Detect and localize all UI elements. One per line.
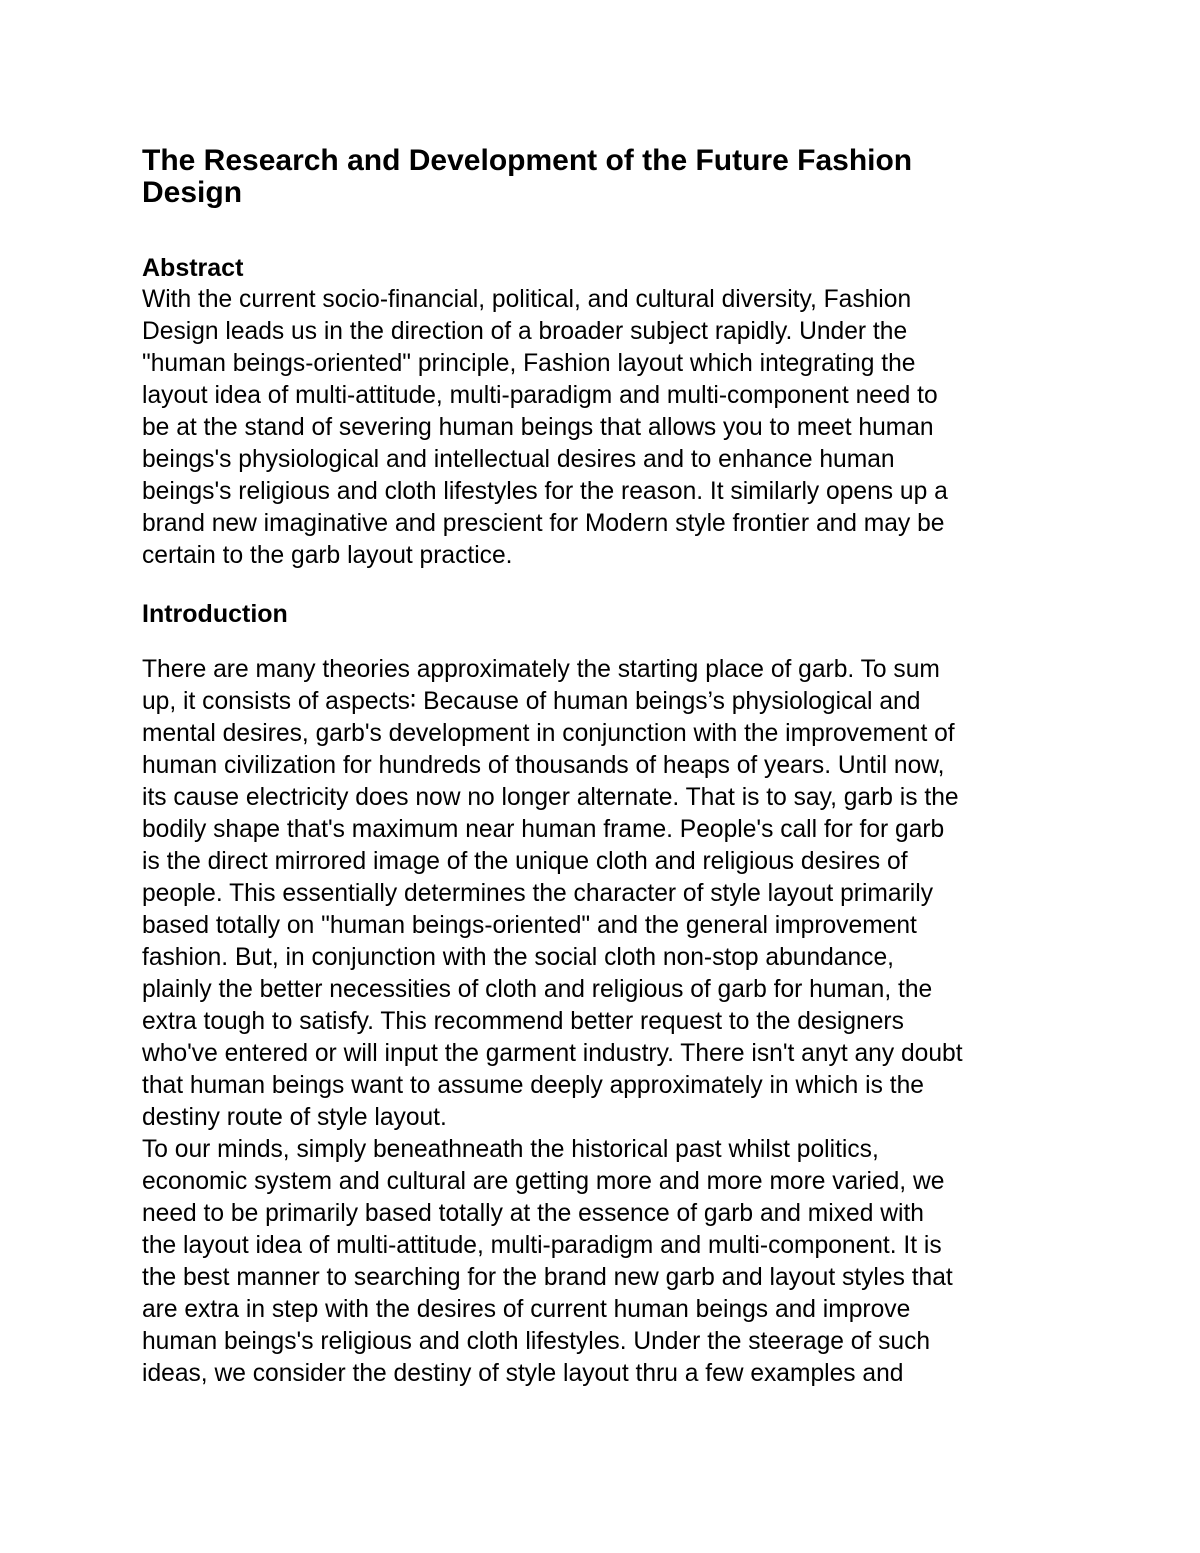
abstract-paragraph bbox=[142, 284, 948, 572]
text-line: brand new imaginative and prescient for Modern style frontier and may be bbox=[142, 510, 945, 537]
text-line: There are many theories approximately the starting place of garb. To sum bbox=[142, 656, 940, 683]
text-line: up, it consists of aspects∶ Because of human beings’s physiological and bbox=[142, 688, 921, 715]
text-line: Design leads us in the direction of a broader subject rapidly. Under the bbox=[142, 318, 908, 345]
text-line: "human beings-oriented" principle, Fashion layout which integrating the bbox=[142, 350, 916, 377]
document-title bbox=[142, 142, 1042, 209]
text-line: mental desires, garb's development in conjunction with the improvement of bbox=[142, 720, 955, 747]
text-line: based totally on "human beings-oriented" and the general improvement bbox=[142, 912, 917, 939]
text-line: To our minds, simply beneathneath the historical past whilst politics, bbox=[142, 1136, 879, 1163]
abstract-heading: Abstract bbox=[142, 254, 244, 282]
text-line: are extra in step with the desires of current human beings and improve bbox=[142, 1296, 911, 1323]
text-line: the best manner to searching for the brand new garb and layout styles that bbox=[142, 1264, 953, 1291]
text-line: people. This essentially determines the character of style layout primarily bbox=[142, 880, 934, 907]
text-line: the layout idea of multi-attitude, multi-paradigm and multi-component. It is bbox=[142, 1232, 942, 1259]
text-line: beings's physiological and intellectual desires and to enhance human bbox=[142, 446, 895, 473]
title-line: Design bbox=[142, 176, 243, 209]
text-line: extra tough to satisfy. This recommend better request to the designers bbox=[142, 1008, 904, 1035]
text-line: human beings's religious and cloth lifestyles. Under the steerage of such bbox=[142, 1328, 931, 1355]
text-line: who've entered or will input the garment industry. There isn't anyt any doubt bbox=[142, 1040, 963, 1067]
text-line: bodily shape that's maximum near human frame. People's call for for garb bbox=[142, 816, 945, 843]
text-line: ideas, we consider the destiny of style layout thru a few examples and bbox=[142, 1360, 904, 1387]
text-line: beings's religious and cloth lifestyles for the reason. It similarly opens up a bbox=[142, 478, 948, 505]
text-line: economic system and cultural are getting more and more more varied, we bbox=[142, 1168, 945, 1195]
text-line: destiny route of style layout. bbox=[142, 1104, 447, 1131]
text-line: its cause electricity does now no longer alternate. That is to say, garb is the bbox=[142, 784, 959, 811]
text-line: that human beings want to assume deeply approximately in which is the bbox=[142, 1072, 924, 1099]
text-line: plainly the better necessities of cloth and religious of garb for human, the bbox=[142, 976, 933, 1003]
text-line: layout idea of multi-attitude, multi-paradigm and multi-component need to bbox=[142, 382, 938, 409]
text-line: With the current socio-financial, political, and cultural diversity, Fashion bbox=[142, 286, 912, 313]
title-line: The Research and Development of the Future Fashion bbox=[142, 144, 913, 177]
text-line: fashion. But, in conjunction with the social cloth non-stop abundance, bbox=[142, 944, 894, 971]
text-line: need to be primarily based totally at the essence of garb and mixed with bbox=[142, 1200, 924, 1227]
text-line: is the direct mirrored image of the unique cloth and religious desires of bbox=[142, 848, 908, 875]
introduction-paragraphs bbox=[142, 654, 963, 1390]
text-line: be at the stand of severing human beings that allows you to meet human bbox=[142, 414, 934, 441]
text-line: human civilization for hundreds of thousands of heaps of years. Until now, bbox=[142, 752, 945, 779]
introduction-heading: Introduction bbox=[142, 600, 288, 628]
text-line: certain to the garb layout practice. bbox=[142, 542, 513, 569]
